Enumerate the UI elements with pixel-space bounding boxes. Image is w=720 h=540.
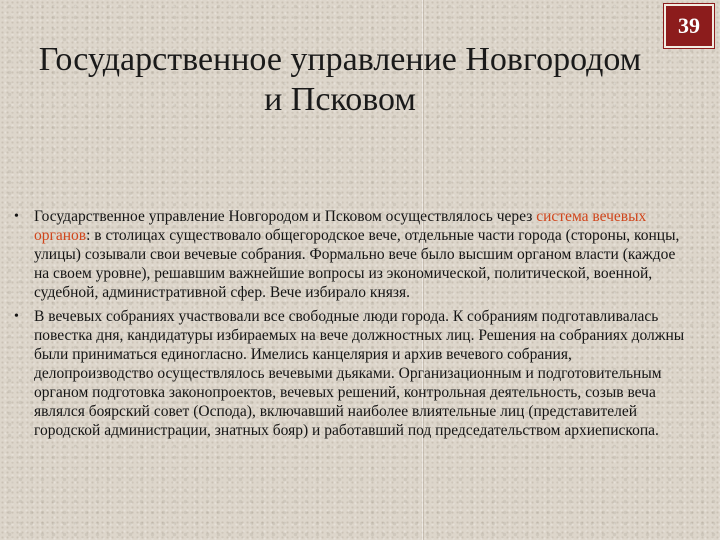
bullet-item-2 (14, 307, 694, 440)
bullet-2-text: В вечевых собраниях участвовали все свободные люди города. К собраниям подготавливалась повестка дня, кандидатуры избираемых на вече должностных лиц. Решения на собраниях должны были приниматься единогласно. Имелись канцелярия и архив вечевого собрания, делопроизводство осуществлялось вечевыми дьяками. Организационным и подготовительным органом подготовка законопроектов, вечевых решений, контрольная деятельность, созыв веча являлся боярский совет (Осподa), включавший наиболее влиятельные лиц (представителей городской администрации, знатных бояр) и работавший под председательством архиепископа. (34, 308, 685, 439)
slide-title-line-1: Государственное управление Новгородом (38, 41, 642, 78)
slide-title-line-2: и Псковом (264, 81, 416, 118)
bullet-list (14, 207, 694, 445)
slide-title (10, 40, 670, 120)
bullet-marker: • (14, 309, 19, 324)
bullet-1-highlight-text: система вечевых органов (34, 208, 647, 244)
bullet-marker: • (14, 209, 19, 224)
bullet-1-rest-text: : в столицах существовало общегородское вече, отдельные части города (стороны, концы, улицы) созывали свои вечевые собрания. Формально вече было высшим органом власти (каждое на своем уровне), решавшим важнейшие вопросы из экономической, политической, военной, судебной, административной сфер. Вече избирало князя. (34, 227, 680, 301)
bullet-item-1 (14, 207, 694, 302)
bullet-1-lead-text: Государственное управление Новгородом и Псковом осуществлялось через (34, 208, 537, 225)
page-number-badge: 39 (664, 4, 714, 48)
